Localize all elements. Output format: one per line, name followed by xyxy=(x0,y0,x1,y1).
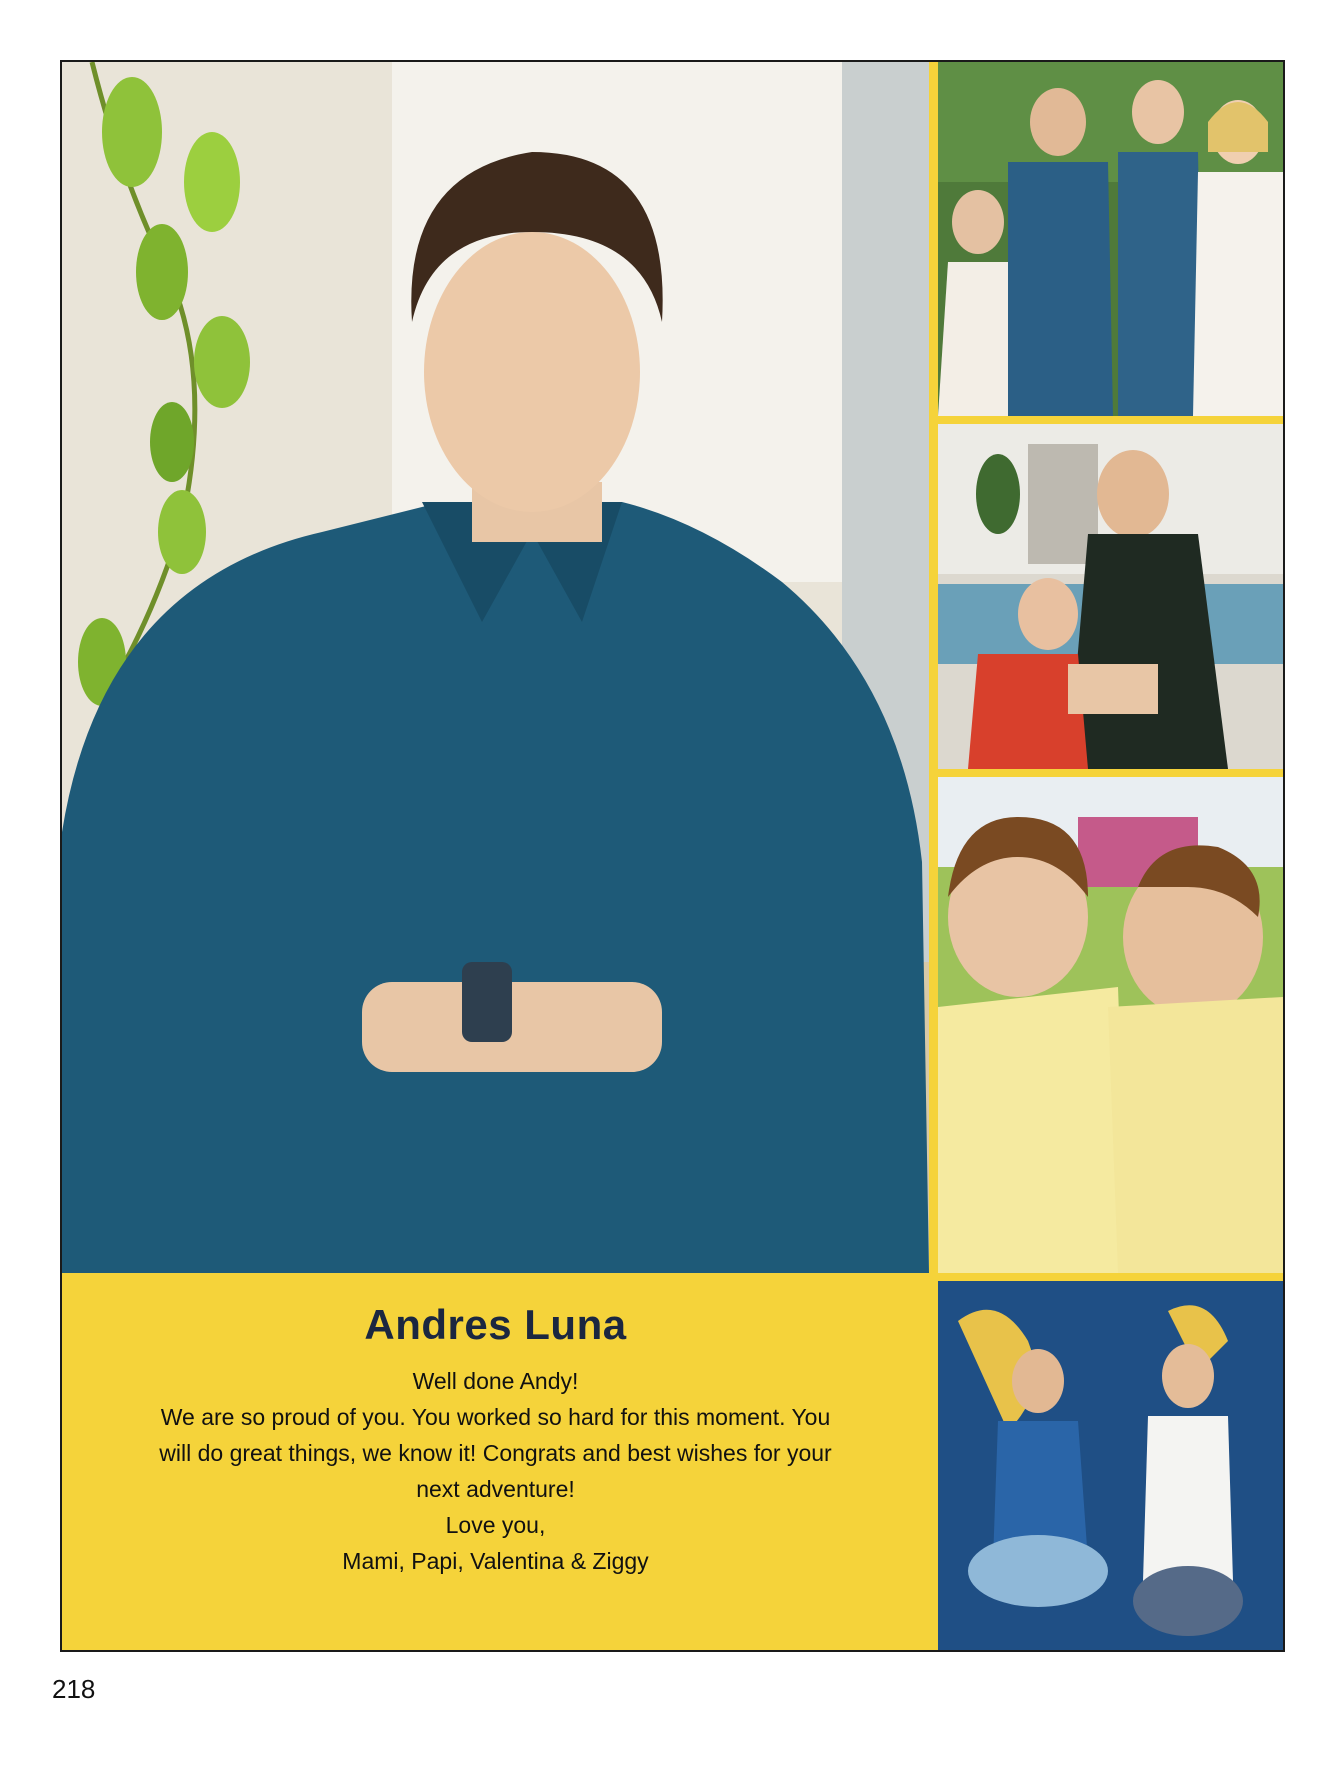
family-photo xyxy=(938,62,1283,416)
senior-portrait-photo xyxy=(62,62,929,1273)
yearbook-page-frame xyxy=(60,60,1285,1652)
student-name: Andres Luna xyxy=(364,1301,627,1348)
page-number: 218 xyxy=(52,1674,96,1704)
message-signature: Mami, Papi, Valentina & Ziggy xyxy=(342,1548,649,1574)
kids-with-pillows-photo xyxy=(938,1281,1283,1650)
childhood-friends-photo xyxy=(938,777,1283,1273)
message-line: Love you, xyxy=(445,1512,546,1538)
message-line: Well done Andy! xyxy=(412,1368,579,1394)
message-line: We are so proud of you. You worked so hard for this moment. You xyxy=(160,1404,831,1430)
tribute-caption xyxy=(62,1273,929,1650)
message-line: next adventure! xyxy=(416,1476,575,1502)
tribute-message xyxy=(62,1363,929,1579)
message-line: will do great things, we know it! Congrats and best wishes for your xyxy=(159,1440,832,1466)
siblings-photo xyxy=(938,424,1283,769)
